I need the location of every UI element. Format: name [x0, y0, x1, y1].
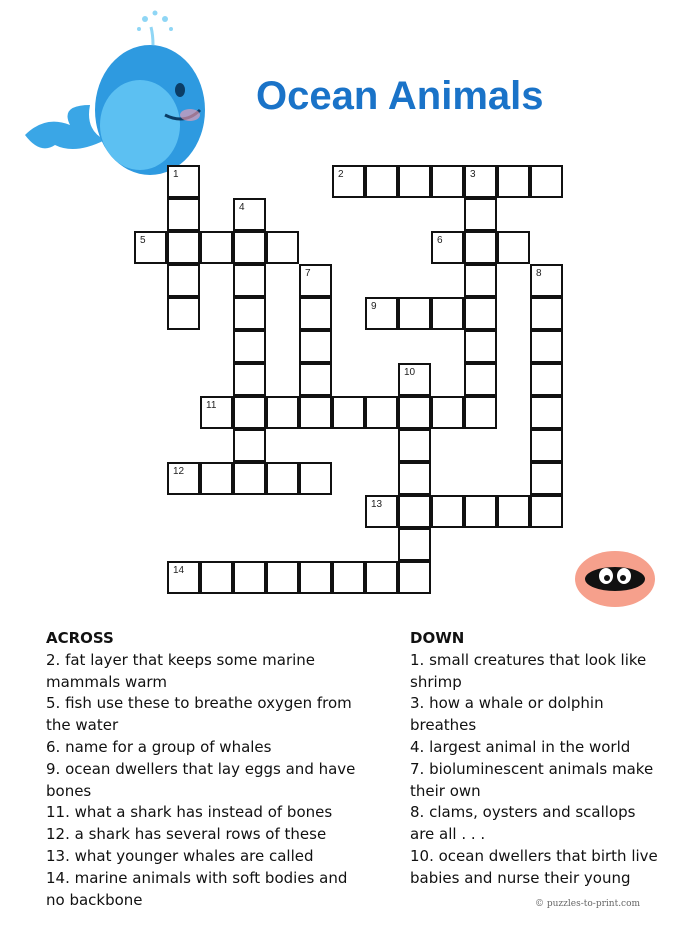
crossword-cell[interactable] — [200, 396, 233, 429]
crossword-cell[interactable] — [530, 495, 563, 528]
down-clue: 3. how a whale or dolphin breathes — [410, 694, 604, 735]
clue-number: 14 — [173, 565, 185, 576]
crossword-cell[interactable] — [299, 363, 332, 396]
crossword-cell[interactable] — [167, 462, 200, 495]
clam-illustration — [572, 548, 658, 610]
across-clue: 6. name for a group of whales — [46, 737, 272, 756]
across-clues — [46, 628, 366, 911]
clue-number: 10 — [404, 367, 416, 378]
crossword-cell[interactable] — [233, 198, 266, 231]
crossword-cell[interactable] — [497, 495, 530, 528]
crossword-cell[interactable] — [233, 429, 266, 462]
crossword-cell[interactable] — [365, 165, 398, 198]
crossword-cell[interactable] — [530, 297, 563, 330]
down-clue: 4. largest animal in the world — [410, 737, 631, 756]
crossword-cell[interactable] — [266, 396, 299, 429]
crossword-cell[interactable] — [167, 165, 200, 198]
down-clues — [410, 628, 660, 890]
crossword-cell[interactable] — [233, 297, 266, 330]
crossword-cell[interactable] — [530, 462, 563, 495]
credit-text: © puzzles-to-print.com — [535, 899, 641, 909]
crossword-cell[interactable] — [299, 330, 332, 363]
crossword-cell[interactable] — [233, 363, 266, 396]
crossword-cell[interactable] — [332, 396, 365, 429]
crossword-cell[interactable] — [167, 231, 200, 264]
crossword-cell[interactable] — [266, 462, 299, 495]
crossword-cell[interactable] — [398, 462, 431, 495]
crossword-cell[interactable] — [464, 165, 497, 198]
clue-number: 2 — [338, 169, 344, 180]
crossword-cell[interactable] — [365, 396, 398, 429]
whale-illustration — [15, 5, 215, 185]
crossword-cell[interactable] — [398, 363, 431, 396]
across-clue: 13. what younger whales are called — [46, 846, 314, 865]
across-clue: 14. marine animals with soft bodies and no backbone — [46, 868, 348, 909]
across-heading: ACROSS — [46, 629, 114, 647]
crossword-cell[interactable] — [299, 462, 332, 495]
clue-number: 8 — [536, 268, 542, 279]
clue-number: 5 — [140, 235, 146, 246]
down-clue: 8. clams, oysters and scallops are all . . . — [410, 803, 636, 844]
crossword-cell[interactable] — [299, 264, 332, 297]
crossword-cell[interactable] — [233, 396, 266, 429]
crossword-cell[interactable] — [464, 396, 497, 429]
crossword-cell[interactable] — [530, 429, 563, 462]
crossword-cell[interactable] — [431, 396, 464, 429]
down-clue: 7. bioluminescent animals make their own — [410, 759, 654, 800]
across-clue: 11. what a shark has instead of bones — [46, 803, 333, 822]
crossword-cell[interactable] — [299, 561, 332, 594]
across-clue: 2. fat layer that keeps some marine mammals warm — [46, 650, 316, 691]
crossword-cell[interactable] — [464, 495, 497, 528]
crossword-cell[interactable] — [398, 561, 431, 594]
clue-number: 13 — [371, 499, 383, 510]
crossword-cell[interactable] — [332, 165, 365, 198]
crossword-cell[interactable] — [464, 297, 497, 330]
crossword-cell[interactable] — [398, 429, 431, 462]
across-clue: 5. fish use these to breathe oxygen from the water — [46, 694, 352, 735]
page-title: Ocean Animals — [256, 74, 544, 118]
crossword-cell[interactable] — [233, 561, 266, 594]
crossword-cell[interactable] — [266, 561, 299, 594]
crossword-cell[interactable] — [233, 462, 266, 495]
crossword-cell[interactable] — [233, 330, 266, 363]
crossword-cell[interactable] — [167, 198, 200, 231]
crossword-cell[interactable] — [398, 165, 431, 198]
clue-number: 3 — [470, 169, 476, 180]
crossword-cell[interactable] — [530, 330, 563, 363]
crossword-cell[interactable] — [299, 396, 332, 429]
crossword-cell[interactable] — [431, 297, 464, 330]
crossword-cell[interactable] — [530, 363, 563, 396]
crossword-cell[interactable] — [464, 264, 497, 297]
crossword-cell[interactable] — [464, 363, 497, 396]
crossword-cell[interactable] — [365, 297, 398, 330]
crossword-cell[interactable] — [497, 165, 530, 198]
crossword-cell[interactable] — [299, 297, 332, 330]
clue-number: 6 — [437, 235, 443, 246]
crossword-cell[interactable] — [134, 231, 167, 264]
crossword-cell[interactable] — [431, 495, 464, 528]
crossword-cell[interactable] — [365, 495, 398, 528]
crossword-cell[interactable] — [233, 264, 266, 297]
crossword-cell[interactable] — [398, 528, 431, 561]
clue-number: 12 — [173, 466, 185, 477]
down-clue: 10. ocean dwellers that birth live babies and nurse their young — [410, 846, 658, 887]
clue-number: 11 — [206, 400, 217, 411]
across-clue: 12. a shark has several rows of these — [46, 825, 327, 844]
crossword-cell[interactable] — [497, 231, 530, 264]
crossword-cell[interactable] — [530, 396, 563, 429]
crossword-cell[interactable] — [398, 396, 431, 429]
crossword-cell[interactable] — [167, 297, 200, 330]
clue-number: 4 — [239, 202, 245, 213]
crossword-cell[interactable] — [431, 165, 464, 198]
down-clue: 1. small creatures that look like shrimp — [410, 650, 647, 691]
crossword-cell[interactable] — [398, 297, 431, 330]
across-clue: 9. ocean dwellers that lay eggs and have bones — [46, 759, 356, 800]
crossword-cell[interactable] — [167, 264, 200, 297]
crossword-cell[interactable] — [266, 231, 299, 264]
crossword-cell[interactable] — [464, 231, 497, 264]
crossword-cell[interactable] — [464, 198, 497, 231]
clue-number: 9 — [371, 301, 377, 312]
crossword-cell[interactable] — [233, 231, 266, 264]
crossword-cell[interactable] — [431, 231, 464, 264]
crossword-cell[interactable] — [530, 165, 563, 198]
clue-number: 7 — [305, 268, 311, 279]
down-heading: DOWN — [410, 629, 465, 647]
crossword-cell[interactable] — [200, 231, 233, 264]
crossword-cell[interactable] — [365, 561, 398, 594]
crossword-cell[interactable] — [530, 264, 563, 297]
crossword-cell[interactable] — [167, 561, 200, 594]
crossword-cell[interactable] — [200, 462, 233, 495]
crossword-cell[interactable] — [398, 495, 431, 528]
clue-number: 1 — [173, 169, 179, 180]
crossword-cell[interactable] — [464, 330, 497, 363]
crossword-cell[interactable] — [332, 561, 365, 594]
crossword-cell[interactable] — [200, 561, 233, 594]
